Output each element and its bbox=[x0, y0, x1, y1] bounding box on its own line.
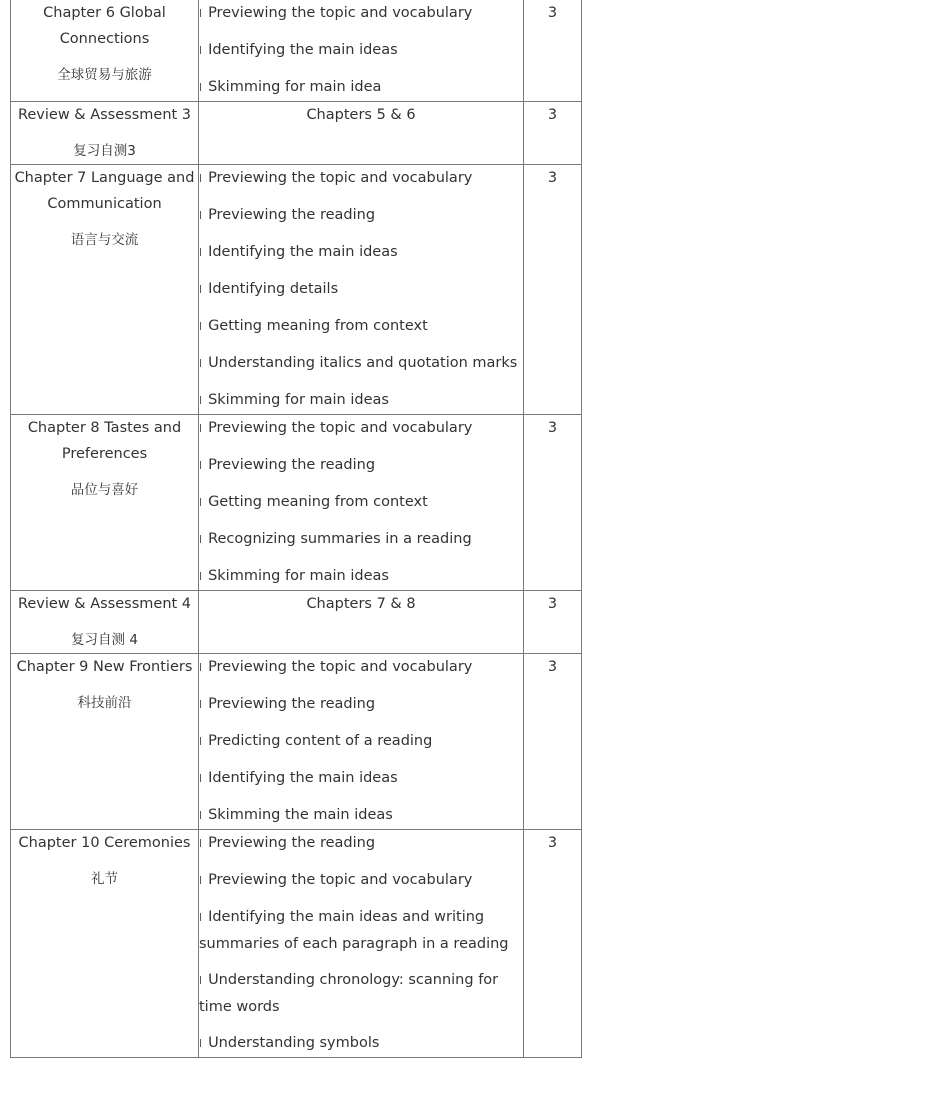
skill-text: Understanding chronology: scanning for time words bbox=[199, 972, 499, 1015]
chapter-title: Chapter 7 Language and Communication bbox=[14, 170, 195, 212]
skills-cell bbox=[199, 591, 524, 654]
schedule-row bbox=[11, 165, 582, 415]
skill-text: Getting meaning from context bbox=[208, 494, 428, 510]
review-chapters: Chapters 7 & 8 bbox=[306, 596, 416, 612]
hours-cell bbox=[524, 830, 582, 1058]
skill-item bbox=[199, 691, 523, 718]
skill-text: Skimming for main ideas bbox=[208, 392, 389, 408]
skill-text: Previewing the topic and vocabulary bbox=[208, 5, 473, 21]
hours-cell bbox=[524, 654, 582, 830]
class-hours: 3 bbox=[547, 107, 558, 123]
skill-item bbox=[199, 563, 523, 590]
schedule-row bbox=[11, 102, 582, 165]
chapter-title: Review & Assessment 3 bbox=[17, 107, 192, 123]
bullet-marker: l bbox=[199, 320, 203, 333]
bullet-marker: l bbox=[199, 837, 203, 850]
bullet-marker: l bbox=[199, 974, 203, 987]
bullet-marker: l bbox=[199, 698, 203, 711]
chapter-cell bbox=[11, 591, 199, 654]
skill-item bbox=[199, 415, 523, 442]
bullet-marker: l bbox=[199, 7, 203, 20]
skill-text: Understanding symbols bbox=[208, 1035, 380, 1051]
skills-cell bbox=[199, 102, 524, 165]
bullet-marker: l bbox=[199, 661, 203, 674]
review-chapters: Chapters 5 & 6 bbox=[306, 107, 416, 123]
skill-text: Getting meaning from context bbox=[208, 318, 428, 334]
skill-text: Identifying the main ideas bbox=[208, 244, 398, 260]
skills-cell bbox=[199, 415, 524, 591]
skill-item bbox=[199, 967, 523, 1020]
skills-cell bbox=[199, 830, 524, 1058]
hours-cell bbox=[524, 0, 582, 102]
course-schedule-table bbox=[10, 0, 582, 1058]
skill-item bbox=[199, 526, 523, 553]
chapter-title-chinese: 复习自测3 bbox=[73, 143, 136, 159]
skill-text: Previewing the reading bbox=[208, 457, 376, 473]
bullet-marker: l bbox=[199, 570, 203, 583]
bullet-marker: l bbox=[199, 1037, 203, 1050]
chapter-title-chinese: 品位与喜好 bbox=[70, 482, 139, 498]
chapter-title-chinese: 复习自测 4 bbox=[71, 632, 138, 648]
bullet-marker: l bbox=[199, 911, 203, 924]
class-hours: 3 bbox=[547, 420, 558, 436]
skill-text: Previewing the topic and vocabulary bbox=[208, 872, 473, 888]
bullet-marker: l bbox=[199, 809, 203, 822]
skill-text: Previewing the topic and vocabulary bbox=[208, 170, 473, 186]
skill-item bbox=[199, 489, 523, 516]
skill-text: Identifying the main ideas bbox=[208, 770, 398, 786]
skill-text: Identifying details bbox=[208, 281, 339, 297]
chapter-cell bbox=[11, 415, 199, 591]
bullet-marker: l bbox=[199, 772, 203, 785]
bullet-marker: l bbox=[199, 283, 203, 296]
skill-text: Previewing the topic and vocabulary bbox=[208, 659, 473, 675]
chapter-cell bbox=[11, 0, 199, 102]
bullet-marker: l bbox=[199, 874, 203, 887]
skill-item bbox=[199, 202, 523, 229]
hours-cell bbox=[524, 102, 582, 165]
skill-item bbox=[199, 239, 523, 266]
bullet-marker: l bbox=[199, 44, 203, 57]
skill-text: Identifying the main ideas bbox=[208, 42, 398, 58]
chapter-title: Chapter 9 New Frontiers bbox=[16, 659, 193, 675]
chapter-title: Chapter 6 Global Connections bbox=[43, 5, 166, 47]
class-hours: 3 bbox=[547, 659, 558, 675]
chapter-cell bbox=[11, 830, 199, 1058]
skill-item bbox=[199, 867, 523, 894]
skill-text: Recognizing summaries in a reading bbox=[208, 531, 472, 547]
skill-text: Skimming for main idea bbox=[208, 79, 382, 95]
skill-item bbox=[199, 0, 523, 27]
skills-cell bbox=[199, 165, 524, 415]
class-hours: 3 bbox=[547, 596, 558, 612]
skill-item bbox=[199, 728, 523, 755]
schedule-row bbox=[11, 0, 582, 102]
bullet-marker: l bbox=[199, 422, 203, 435]
skill-text: Previewing the reading bbox=[208, 835, 376, 851]
class-hours: 3 bbox=[547, 835, 558, 851]
class-hours: 3 bbox=[547, 170, 558, 186]
skill-text: Identifying the main ideas and writing summaries of each paragraph in a reading bbox=[199, 909, 509, 952]
schedule-row bbox=[11, 654, 582, 830]
bullet-marker: l bbox=[199, 172, 203, 185]
skill-item bbox=[199, 452, 523, 479]
skills-cell bbox=[199, 654, 524, 830]
bullet-marker: l bbox=[199, 496, 203, 509]
chapter-cell bbox=[11, 654, 199, 830]
skill-item bbox=[199, 387, 523, 414]
skills-cell bbox=[199, 0, 524, 102]
skill-text: Understanding italics and quotation marks bbox=[208, 355, 518, 371]
bullet-marker: l bbox=[199, 357, 203, 370]
skill-text: Skimming the main ideas bbox=[208, 807, 393, 823]
schedule-row bbox=[11, 591, 582, 654]
skill-item bbox=[199, 165, 523, 192]
skill-item bbox=[199, 654, 523, 681]
schedule-row bbox=[11, 830, 582, 1058]
bullet-marker: l bbox=[199, 394, 203, 407]
bullet-marker: l bbox=[199, 209, 203, 222]
schedule-body bbox=[11, 0, 582, 1058]
skill-item bbox=[199, 765, 523, 792]
skill-item bbox=[199, 1030, 523, 1057]
hours-cell bbox=[524, 591, 582, 654]
chapter-cell bbox=[11, 165, 199, 415]
bullet-marker: l bbox=[199, 81, 203, 94]
skill-item bbox=[199, 313, 523, 340]
chapter-title: Review & Assessment 4 bbox=[17, 596, 192, 612]
chapter-title: Chapter 10 Ceremonies bbox=[18, 835, 191, 851]
skill-item bbox=[199, 830, 523, 857]
skill-text: Previewing the topic and vocabulary bbox=[208, 420, 473, 436]
skill-text: Predicting content of a reading bbox=[208, 733, 433, 749]
bullet-marker: l bbox=[199, 459, 203, 472]
chapter-cell bbox=[11, 102, 199, 165]
hours-cell bbox=[524, 415, 582, 591]
bullet-marker: l bbox=[199, 246, 203, 259]
class-hours: 3 bbox=[547, 5, 558, 21]
skill-text: Previewing the reading bbox=[208, 696, 376, 712]
chapter-title-chinese: 语言与交流 bbox=[70, 232, 139, 248]
chapter-title-chinese: 科技前沿 bbox=[77, 695, 132, 711]
hours-cell bbox=[524, 165, 582, 415]
skill-item bbox=[199, 350, 523, 377]
chapter-title: Chapter 8 Tastes and Preferences bbox=[27, 420, 182, 462]
skill-item bbox=[199, 37, 523, 64]
skill-text: Previewing the reading bbox=[208, 207, 376, 223]
skill-item bbox=[199, 802, 523, 829]
skill-item bbox=[199, 904, 523, 957]
chapter-title-chinese: 礼节 bbox=[91, 871, 118, 887]
bullet-marker: l bbox=[199, 735, 203, 748]
skill-text: Skimming for main ideas bbox=[208, 568, 389, 584]
chapter-title-chinese: 全球贸易与旅游 bbox=[57, 67, 152, 83]
skill-item bbox=[199, 74, 523, 101]
bullet-marker: l bbox=[199, 533, 203, 546]
skill-item bbox=[199, 276, 523, 303]
schedule-row bbox=[11, 415, 582, 591]
